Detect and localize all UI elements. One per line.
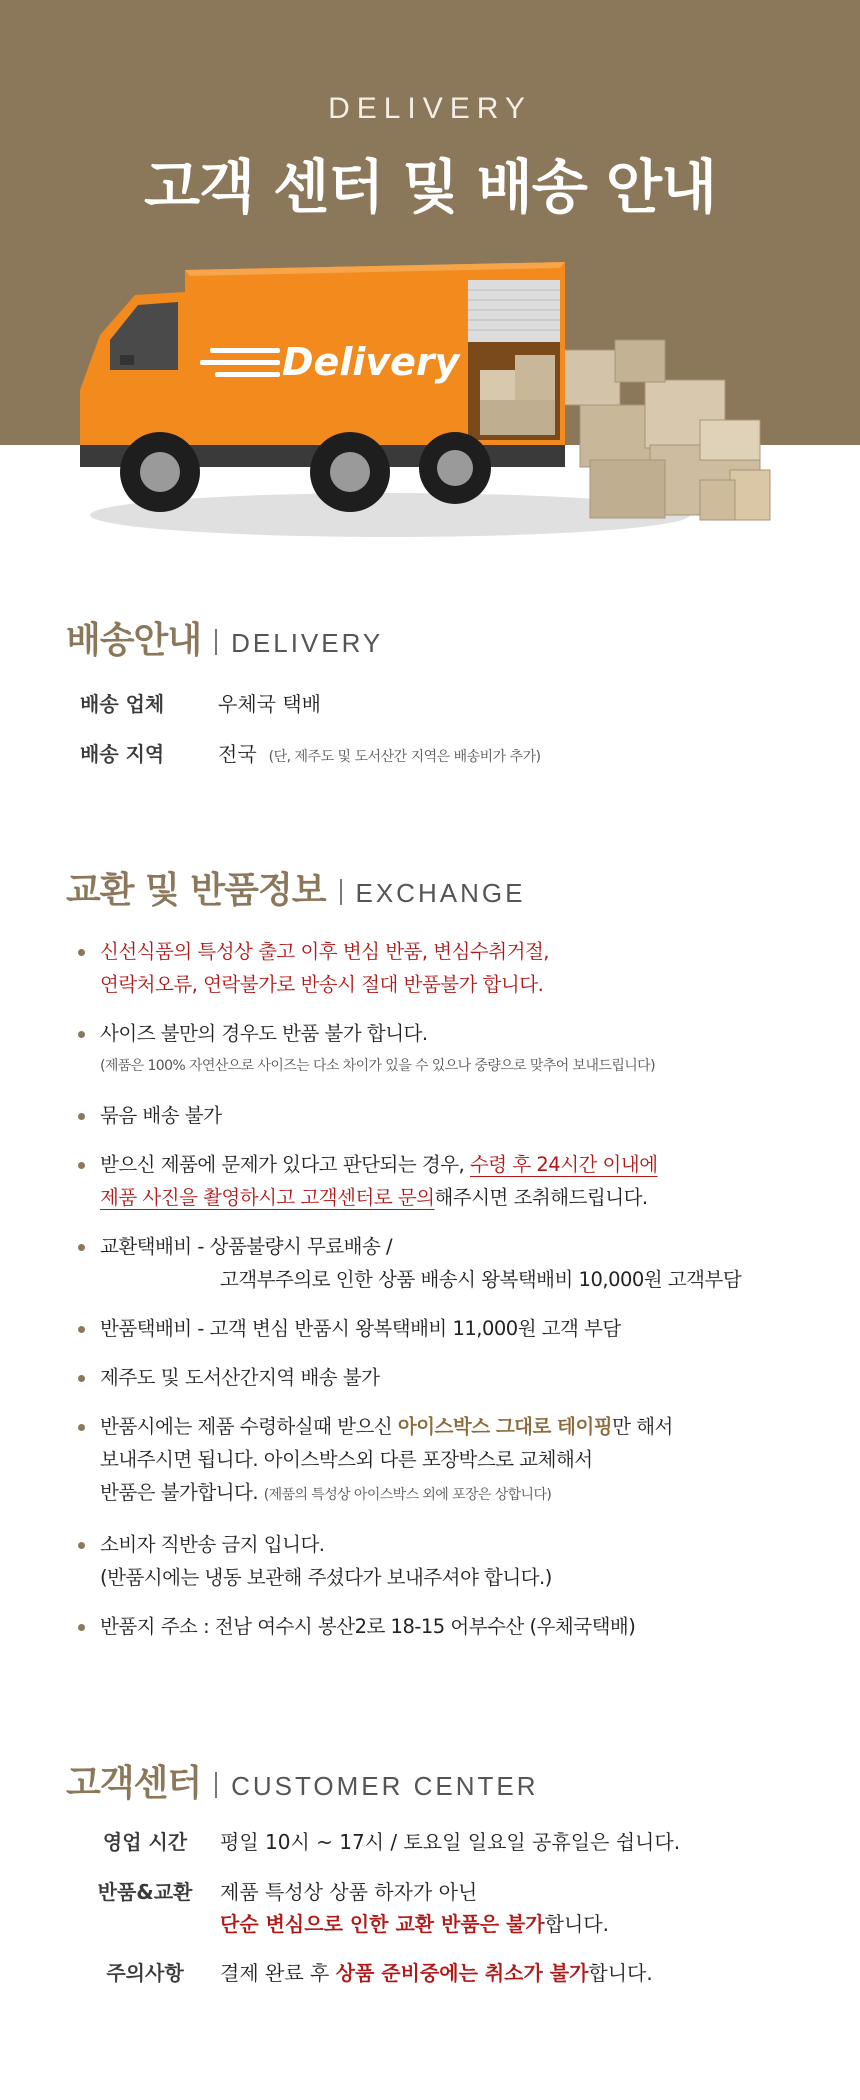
list-item [78, 1230, 818, 1296]
item-text: 반품은 불가합니다. [100, 1481, 259, 1504]
business-hours-label: 영업 시간 [102, 1830, 188, 1854]
item-text: 제주도 및 도서산간지역 배송 불가 [100, 1366, 380, 1389]
truck-label: Delivery [282, 340, 460, 384]
item-highlight: 아이스박스 그대로 테이핑 [397, 1415, 613, 1438]
customer-title-en: CUSTOMER CENTER [231, 1771, 539, 1801]
item-text: 해주시면 조취해드립니다. [434, 1186, 648, 1209]
list-item [78, 1312, 818, 1345]
exchange-list [78, 935, 818, 1659]
bullet-icon [78, 1424, 85, 1431]
item-subtext: (제품의 특성상 아이스박스 외에 포장은 상합니다) [263, 1487, 552, 1503]
delivery-area-value: 전국 [218, 742, 257, 766]
list-item [78, 1410, 818, 1512]
bullet-icon [78, 1542, 85, 1549]
item-highlight: 수령 후 24시간 이내에 [469, 1153, 658, 1176]
item-text: 신선식품의 특성상 출고 이후 변심 반품, 변심수취거절, [100, 940, 550, 963]
delivery-section-title [66, 612, 383, 663]
bullet-icon [78, 1162, 85, 1169]
item-text: 반품시에는 제품 수령하실때 받으신 [100, 1415, 398, 1438]
notice-label: 주의사항 [106, 1961, 184, 1985]
delivery-company-row [80, 688, 321, 717]
item-text: (반품시에는 냉동 보관해 주셨다가 보내주셔야 합니다.) [100, 1566, 552, 1589]
list-item [78, 1148, 818, 1214]
customer-title-ko: 고객센터 [66, 1763, 202, 1804]
delivery-truck-illustration [60, 240, 780, 550]
item-text: 연락처오류, 연락불가로 반송시 절대 반품불가 합니다. [100, 973, 544, 996]
list-item [78, 1610, 818, 1643]
list-item [78, 1099, 818, 1132]
list-item [78, 1017, 818, 1083]
bullet-icon [78, 949, 85, 956]
title-divider [215, 1772, 217, 1798]
item-text: 반품지 주소 : 전남 여수시 봉산2로 18-15 어부수산 (우체국택배) [100, 1615, 636, 1638]
delivery-company-value: 우체국 택배 [218, 692, 321, 716]
list-item [78, 1528, 818, 1594]
return-line-1: 제품 특성상 상품 하자가 아닌 [220, 1880, 478, 1904]
notice-value [220, 1957, 653, 1989]
delivery-area-row [80, 738, 541, 767]
hero-eyebrow: DELIVERY [328, 92, 532, 125]
item-text: 교환택배비 - 상품불량시 무료배송 / [100, 1235, 393, 1258]
title-divider [340, 879, 342, 905]
item-text: 사이즈 불만의 경우도 반품 불가 합니다. [100, 1022, 428, 1045]
delivery-area-note: (단, 제주도 및 도서산간 지역은 배송비가 추가) [268, 749, 541, 765]
return-exchange-row [70, 1876, 609, 1940]
item-text: 받으신 제품에 문제가 있다고 판단되는 경우, [100, 1153, 470, 1176]
bullet-icon [78, 1375, 85, 1382]
bullet-icon [78, 1031, 85, 1038]
bullet-icon [78, 1244, 85, 1251]
list-item [78, 1361, 818, 1394]
return-exchange-value [220, 1876, 609, 1940]
notice-highlight: 상품 준비중에는 취소가 불가 [335, 1961, 589, 1985]
exchange-title-ko: 교환 및 반품정보 [66, 870, 326, 911]
item-highlight: 제품 사진을 촬영하시고 고객센터로 문의 [100, 1186, 435, 1209]
delivery-company-label: 배송 업체 [80, 692, 165, 716]
delivery-title-en: DELIVERY [231, 628, 384, 658]
item-text: 반품택배비 - 고객 변심 반품시 왕복택배비 11,000원 고객 부담 [100, 1317, 621, 1340]
item-text: 묶음 배송 불가 [100, 1104, 222, 1127]
item-text: 소비자 직반송 금지 입니다. [100, 1533, 325, 1556]
bullet-icon [78, 1113, 85, 1120]
return-exchange-label: 반품&교환 [97, 1880, 193, 1904]
item-text: 만 해서 [612, 1415, 673, 1438]
item-text: 보내주시면 됩니다. 아이스박스외 다른 포장박스로 교체해서 [100, 1448, 593, 1471]
delivery-title-ko: 배송안내 [66, 620, 202, 661]
exchange-section-title [66, 862, 525, 913]
truck-icon [60, 240, 780, 550]
return-line-end: 합니다. [544, 1912, 609, 1936]
business-hours-row [70, 1826, 680, 1858]
title-divider [215, 629, 217, 655]
delivery-area-label: 배송 지역 [80, 742, 165, 766]
return-highlight: 단순 변심으로 인한 교환 반품은 불가 [220, 1912, 545, 1936]
item-text: 고객부주의로 인한 상품 배송시 왕복택배비 10,000원 고객부담 [220, 1268, 742, 1291]
item-subtext: (제품은 100% 자연산으로 사이즈는 다소 차이가 있을 수 있으나 중량으로 맞추어 보내드립니다) [100, 1058, 655, 1074]
notice-text-end: 합니다. [588, 1961, 653, 1985]
bullet-icon [78, 1624, 85, 1631]
business-hours-value: 평일 10시 ~ 17시 / 토요일 일요일 공휴일은 쉽니다. [220, 1830, 681, 1854]
exchange-title-en: EXCHANGE [355, 878, 526, 908]
bullet-icon [78, 1326, 85, 1333]
notice-text: 결제 완료 후 [220, 1961, 336, 1985]
list-item [78, 935, 818, 1001]
notice-row [70, 1957, 653, 1989]
customer-section-title [66, 1755, 539, 1806]
hero-title: 고객 센터 및 배송 안내 [143, 153, 717, 221]
